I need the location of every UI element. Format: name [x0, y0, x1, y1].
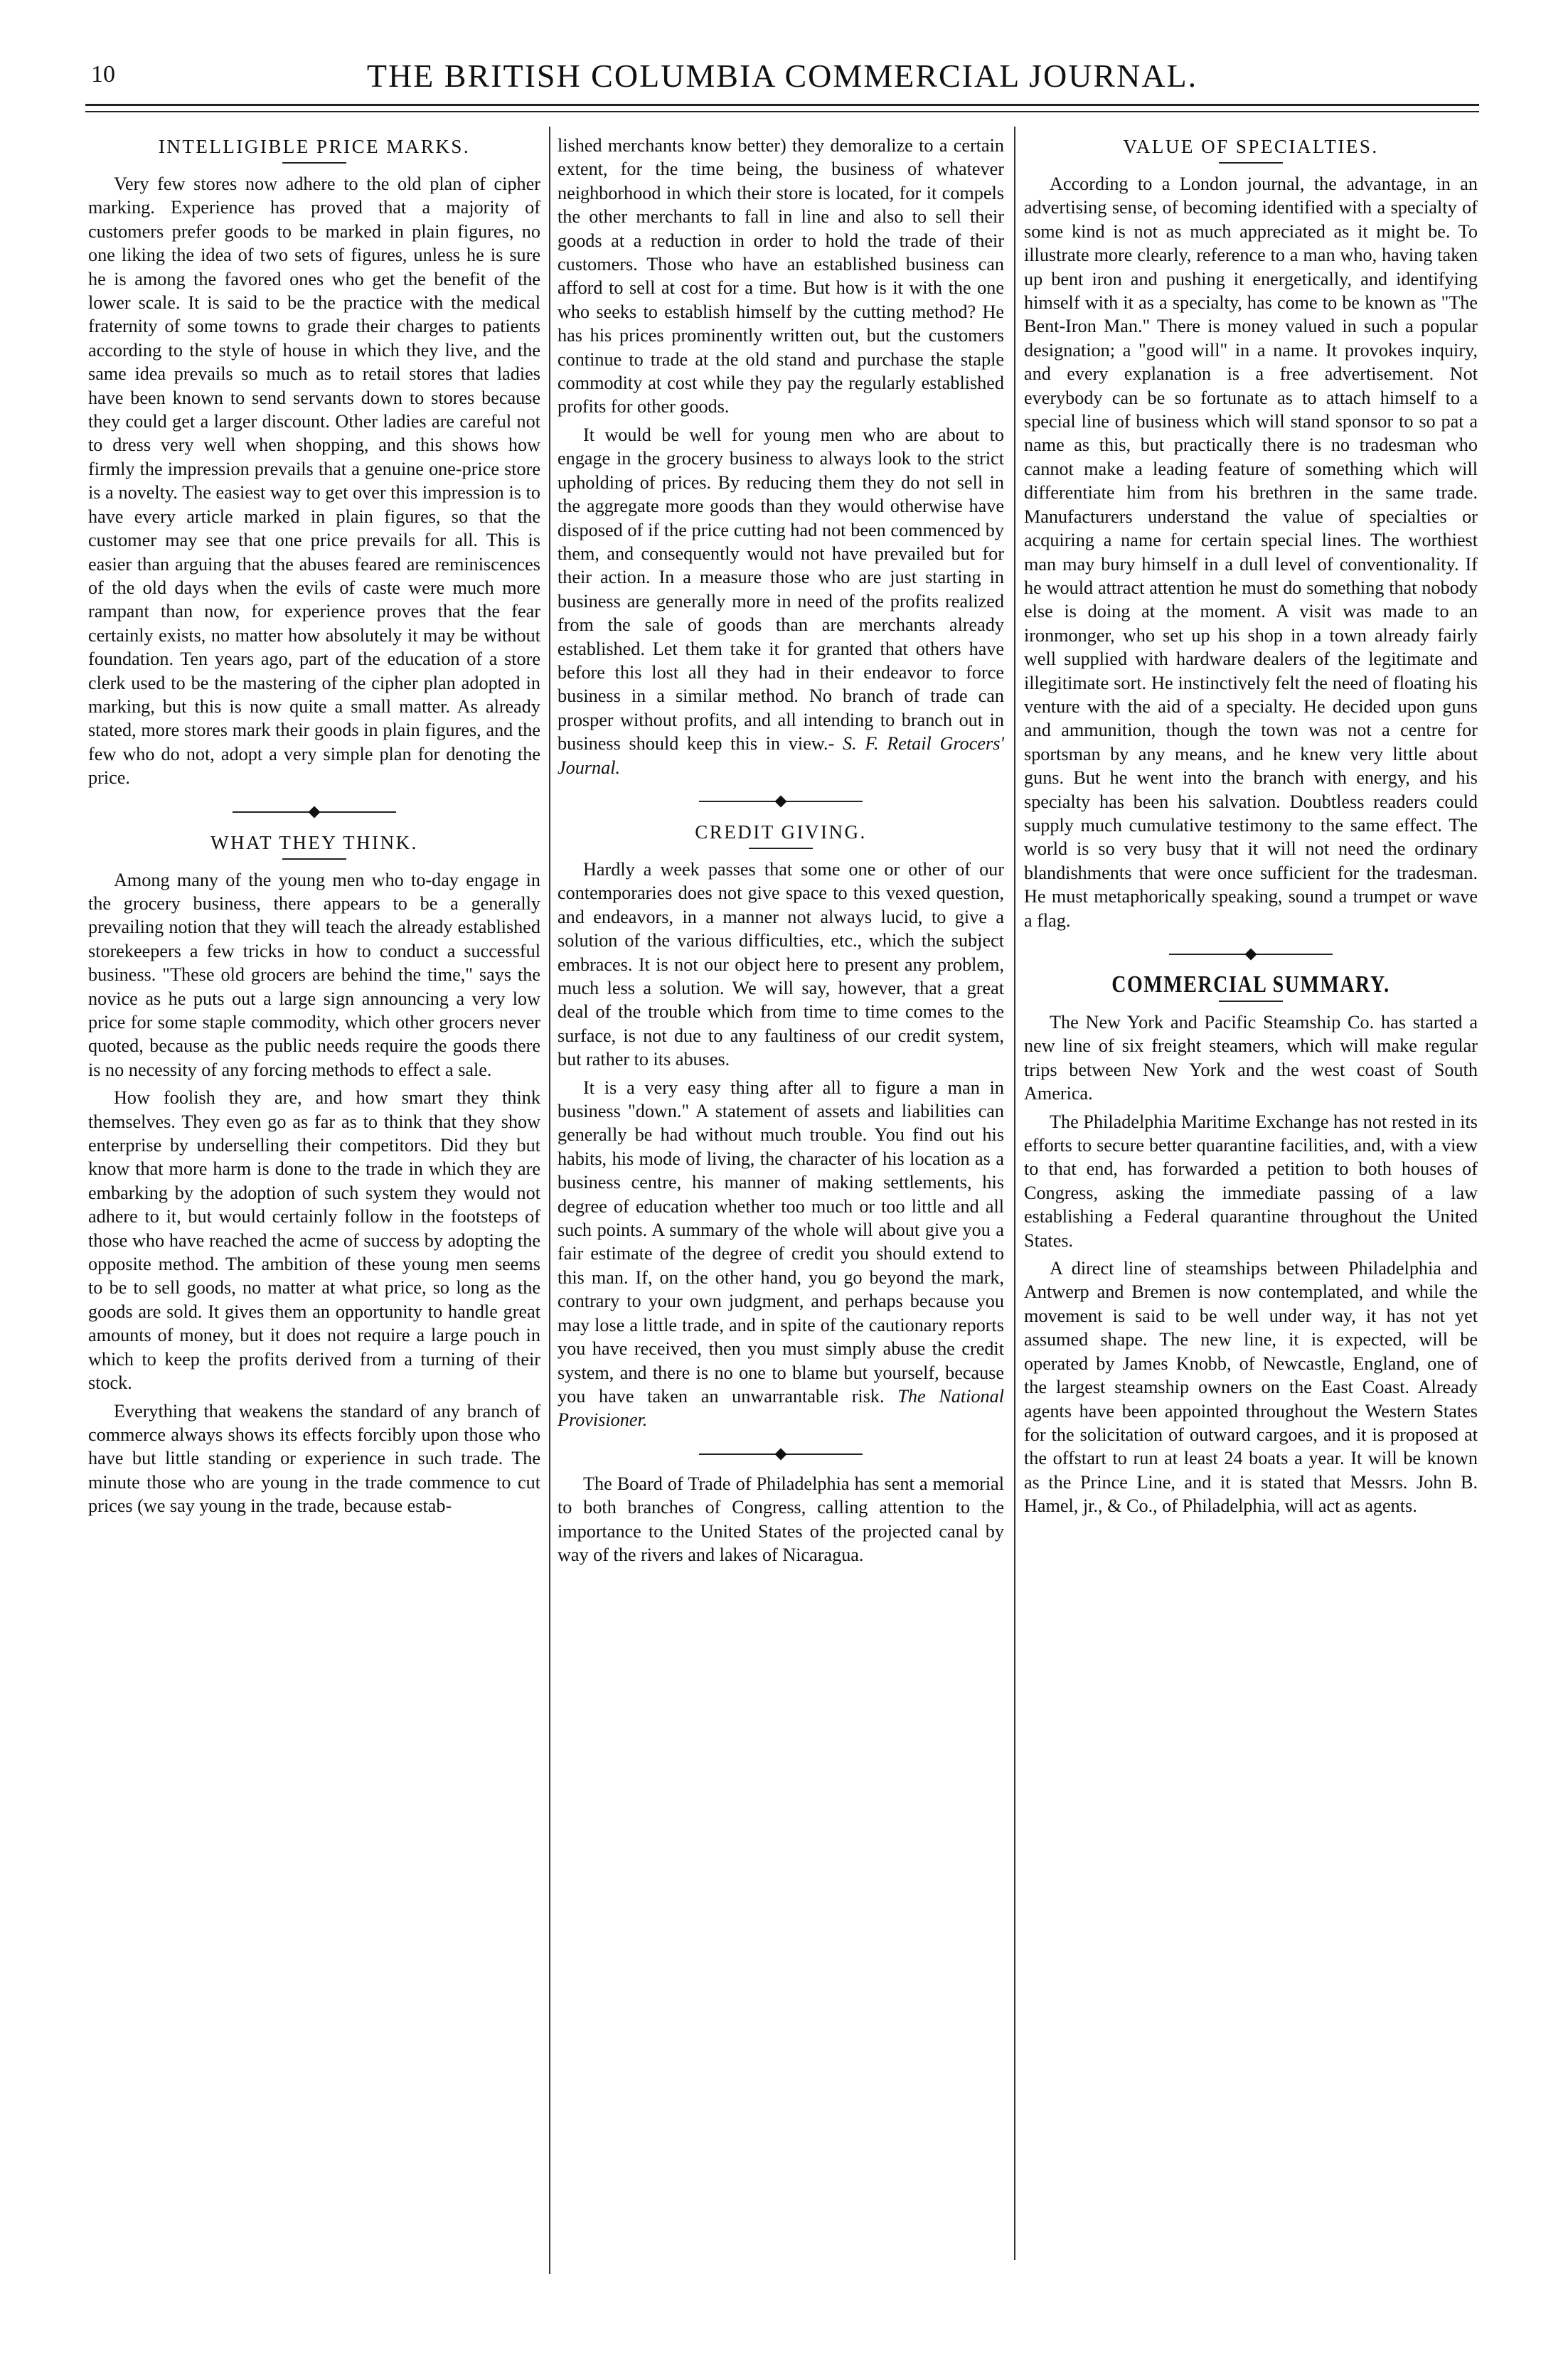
heading-rule — [1219, 162, 1283, 164]
section-ornament — [699, 796, 863, 806]
column-divider-right — [1014, 127, 1015, 2260]
article-paragraph: The Philadelphia Maritime Exchange has not rested in its efforts to secure better quarantine facilities, and, with a view to that end, has forwarded a petition to both houses of Congress, asking the immediate passing of a law establishing a Federal quarantine throughout the United States. — [1024, 1111, 1478, 1251]
section-ornament — [1169, 949, 1333, 959]
column-divider-left — [549, 127, 550, 2274]
header-rule-top — [85, 104, 1479, 106]
article-paragraph: Very few stores now adhere to the old plan of cipher marking. Experience has proved that a majority of customers prefer goods to be marked in plain figures, no one liking the idea of two sets of figures, unless he is sure he is among the favored ones who get the benefit of the lower scale. It is said to be the practice with the medical fraternity of some towns to grade their charges to patients according to the style of house in which they live, and the same idea prevails so much as to retail stores that ladies have been known to send servants down to stores because they could get a larger discount. Other ladies are careful not to dress very well when shopping, and this shows how firmly the impression prevails that a genuine one-price store is a novelty. The easiest way to get over this impression is to have every article marked in plain figures, so that the customer may see that one price prevails for all. This is easier than arguing that the abuses feared are reminiscences of the old days when the evils of caste were much more rampant than now, for experience proves that the fear certainly exists, no matter how absolutely it may be without foundation. Ten years ago, part of the education of a store clerk used to be the mastering of the cipher plan adopted in marking, but this is now quite a small matter. As already stated, more stores mark their goods in plain figures, and the few who do not, adopt a very simple plan for denoting the price. — [88, 174, 540, 789]
article-heading-what-they-think: WHAT THEY THINK. — [210, 831, 418, 853]
paragraph-text: It would be well for young men who are about to engage in the grocery business to always look to the strict upholding of prices. By reducing them they do not sell in the aggregate more goods than they would otherwise have disposed of if the price cutting had not been commenced by them, and consequently would not have prevailed but for their action. In a measure those who are just starting in business are generally more in need of the profits realized from the sale of goods than are merchants already established. Let them take it for granted that others have before this lost all they had in their endeavor to force business in a similar method. No branch of trade can prosper without profits, and all intending to branch out in business should keep this in view.- — [558, 424, 1004, 754]
column-middle — [558, 134, 1004, 2306]
article-paragraph: Everything that weakens the standard of any branch of commerce always shows its effects forcibly upon those who have but little standing or experience in such trade. The minute those who are young in the trade commence to cut prices (we say young in the trade, because estab- — [88, 1400, 540, 1517]
article-paragraph: The Board of Trade of Philadelphia has sent a memorial to both branches of Congress, calling attention to the importance to the United States of the projected canal by way of the rivers and lakes of Nicaragua. — [558, 1473, 1004, 1565]
section-ornament — [233, 807, 396, 817]
heading-rule — [1219, 1001, 1283, 1002]
column-left — [88, 134, 540, 2306]
heading-rule — [282, 858, 346, 860]
article-paragraph — [558, 423, 1004, 779]
journal-title: THE BRITISH COLUMBIA COMMERCIAL JOURNAL. — [366, 58, 1198, 94]
article-heading-credit-giving: CREDIT GIVING. — [695, 821, 867, 843]
article-paragraph: lished merchants know better) they demoralize to a certain extent, for the time being, the business of whatever neighborhood in which their store is located, for it compels the other merchants to fall in line and also to sell their goods at a reduction in order to hold the trade of their customers. Those who have an established business can afford to sell at cost for a time. But how is it with the one who seeks to establish himself by the cutting method? He has his prices prominently written out, but the customers continue to trade at the old stand and purchase the staple commodity at cost while they pay the regularly established profits for other goods. — [558, 135, 1004, 417]
article-heading-commercial-summary: COMMERCIAL SUMMARY. — [1111, 971, 1390, 998]
article-source: S. F. Retail Grocers' Journal. — [558, 733, 1004, 778]
article-heading-price-marks: INTELLIGIBLE PRICE MARKS. — [158, 136, 471, 157]
page-number: 10 — [91, 61, 115, 87]
page-header — [85, 51, 1479, 101]
article-paragraph: A direct line of steamships between Philadelphia and Antwerp and Bremen is now contemplated, and while the movement is said to be well under way, it has not yet assumed shape. The new line, it is expected, will be operated by James Knobb, of Newcastle, England, one of the largest steamship owners on the East Coast. Already agents have been appointed throughout the Western States for the solicitation of outward cargoes, and it is proposed at the offstart to run at least 24 boats a year. It will be known as the Prince Line, and it is stated that Messrs. John B. Hamel, jr., & Co., of Philadelphia, will act as agents. — [1024, 1258, 1478, 1517]
paragraph-text: It is a very easy thing after all to figure a man in business "down." A statement of assets and liabilities can generally be had without much trouble. You find out his habits, his mode of living, the character of his location as a business centre, his manner of making settlements, his degree of education whether too much or too little and all such points. A summary of the whole will about give you a fair estimate of the degree of credit you should extend to this man. If, on the other hand, you go beyond the mark, contrary to your own judgment, and perhaps because you may lose a little trade, and in spite of the cautionary reports you have received, then you must simply abuse the credit system, and there is no one to blame but yourself, because you have taken an unwarrantable risk. — [558, 1077, 1004, 1407]
header-rule-bottom — [85, 111, 1479, 112]
article-paragraph: How foolish they are, and how smart they think themselves. They even go as far as to think that they show enterprise by underselling their competitors. Did they but know that more harm is done to the trade in which they are embarking by the adoption of such system they would not adhere to it, but would certainly follow in the footsteps of those who have reached the acme of success by adopting the opposite method. The ambition of these young men seems to be to sell goods, no matter at what price, so long as the goods are sold. It gives them an opportunity to handle great amounts of money, but it does not require a large pouch in which to keep the profits derived from a turning of their stock. — [88, 1087, 540, 1394]
section-ornament — [699, 1449, 863, 1459]
heading-rule — [749, 848, 813, 849]
heading-rule — [282, 162, 346, 164]
column-right — [1024, 134, 1478, 2306]
article-source: The National Provisioner. — [558, 1385, 1004, 1431]
article-paragraph: Among many of the young men who to-day engage in the grocery business, there appears to be a generally prevailing notion that they will teach the already established storekeepers a few tricks in how to conduct a successful business. "These old grocers are behind the time," says the novice as he puts out a large sign announcing a very low price for some staple commodity, which other grocers never quoted, because as the public needs require the goods there is no necessity of any forcing methods to effect a sale. — [88, 869, 540, 1080]
article-paragraph: Hardly a week passes that some one or other of our contemporaries does not give space to this vexed question, and endeavors, in a manner not always lucid, to give a solution of the various difficulties, etc., which the subject embraces. It is not our object here to present any problem, much less a solution. We will say, however, that a great deal of the trouble which from time to time comes to the surface, is not due to any faultiness of our credit system, but rather to its abuses. — [558, 858, 1004, 1070]
article-heading-specialties: VALUE OF SPECIALTIES. — [1123, 136, 1379, 157]
article-paragraph: The New York and Pacific Steamship Co. has started a new line of six freight steamers, which will make regular trips between New York and the west coast of South America. — [1024, 1012, 1478, 1104]
article-paragraph — [558, 1076, 1004, 1432]
article-paragraph: According to a London journal, the advantage, in an advertising sense, of becoming identified with a specialty of some kind is not as much appreciated as it might be. To illustrate more clearly, reference to a man who, having taken up bent iron and pushing it energetically, and identifying himself with it as a specialty, has come to be known as "The Bent-Iron Man." There is money valued in such a popular designation; a "good will" in a name. It provokes inquiry, and every explanation is a free advertisement. Not everybody can be so fortunate as to attach himself to a special line of business which will stand sponsor to so pat a name as this, but practically there is no tradesman who cannot make a leading feature of something which will differentiate him from his brethren in the same trade. Manufacturers understand the value of specialties or acquiring a name for certain special lines. The worthiest man may bury himself in a dull level of conventionality. If he would attract attention he must do something that nobody else is doing at the moment. A visit was made to an ironmonger, who set up his shop in a town already fairly well supplied with hardware dealers of the legitimate and illegitimate sort. He instinctively felt the need of floating his venture with the aid of a specialty. He decided upon guns and ammunition, though the town was not a centre for sportsman by any means, and he knew very little about guns. But he went into the branch with energy, and his specialty has been his salvation. Doubtless readers could supply much cumulative testimony to the same effect. The world is so very busy that it will not need the ordinary blandishments that were once sufficient for the tradesman. He must metaphorically speaking, sound a trumpet or wave a flag. — [1024, 174, 1478, 931]
